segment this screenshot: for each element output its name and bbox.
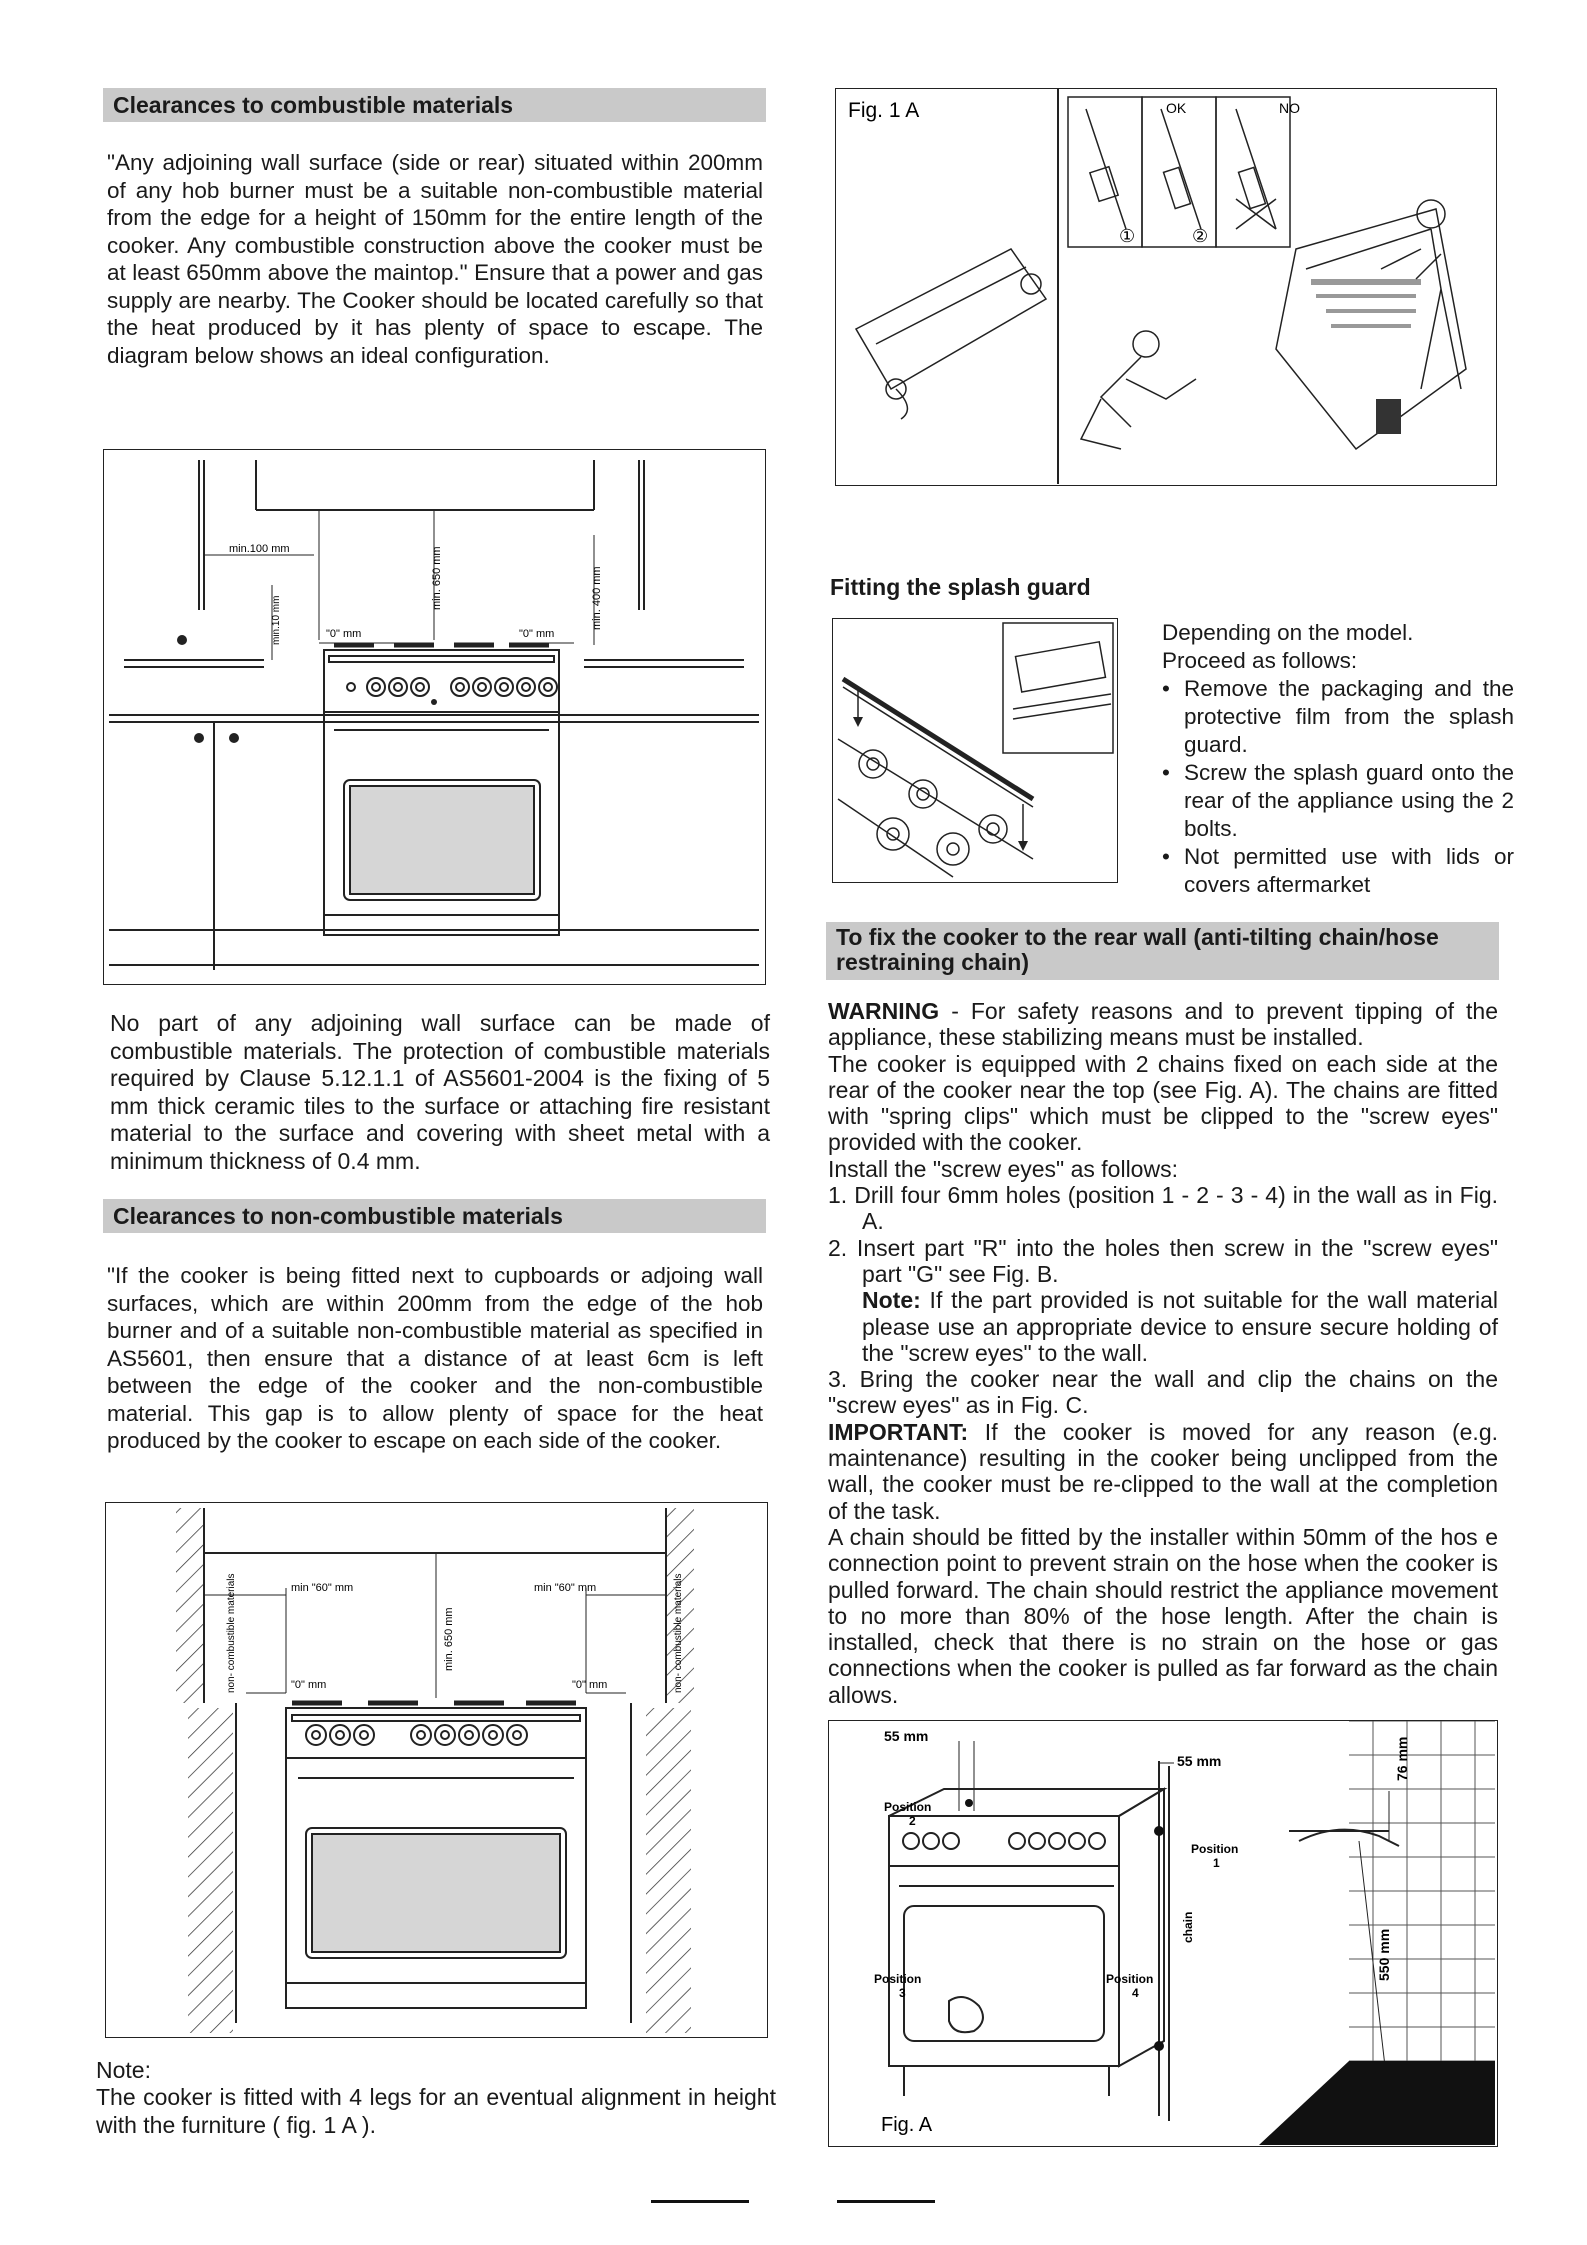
warning-label: WARNING <box>828 998 940 1024</box>
position-2-label: Position <box>884 1800 932 1814</box>
noncombustible-heading: Clearances to non-combustible materials <box>103 1199 766 1233</box>
zero-left-label: "0" mm <box>326 628 362 640</box>
fix-heading: To fix the cooker to the rear wall (anti-tilting chain/hose restraining chain) <box>826 922 1499 980</box>
min60-left-label: min "60" mm <box>291 1582 354 1594</box>
splash-step: • Not permitted use with lids or covers aftermarket <box>1160 843 1514 899</box>
fig-a <box>828 1720 1498 2147</box>
position-4-label: Position <box>1106 1972 1154 1986</box>
fix-p3: A chain should be fitted by the installer within 50mm of the hos e connection point to prevent strain on the hose when the cooker is pulled forward. The chain should restrict the appliance movement to no more than 80% of the hose length. After the chain is installed, check that there is no strain on the hose or gas connections when the cooker is pulled as far forward as the chain allows. <box>828 1523 1498 1708</box>
fix-step-2: 2. Insert part "R" into the holes then screw in the "screw eyes" part "G" see Fig. B. <box>828 1234 1498 1287</box>
splash-steps <box>1160 675 1514 899</box>
fig-1a <box>835 88 1497 486</box>
dim-55-wall: 55 mm <box>1177 1753 1222 1769</box>
min60-right-label: min "60" mm <box>534 1582 597 1594</box>
min400-label: min. 400 mm <box>591 566 603 630</box>
splash-heading: Fitting the splash guard <box>830 574 1091 600</box>
fix-step-3: 3. Bring the cooker near the wall and clip the chains on the "screw eyes" as in Fig. C. <box>828 1366 1498 1419</box>
fig-a-caption: Fig. A <box>881 2114 933 2136</box>
fix-step-1: 1. Drill four 6mm holes (position 1 - 2 - 3 - 4) in the wall as in Fig. A. <box>828 1182 1498 1235</box>
zero-right-label: "0" mm <box>519 628 555 640</box>
note-text: The cooker is fitted with 4 legs for an eventual alignment in height with the furniture ( fig. 1 A ). <box>96 2084 776 2138</box>
fix-p2: Install the "screw eyes" as follows: <box>828 1155 1178 1182</box>
combustible-heading: Clearances to combustible materials <box>103 88 766 122</box>
combustible-paragraph-2: No part of any adjoining wall surface can be made of combustible materials. The protection of combustible materials required by Clause 5.12.1.1 of AS5601-2004 is the fixing of 5 mm thick ceramic tiles to the surface or attaching fire resistant material to the surface and covering with sheet metal with a minimum thickness of 0.4 mm. <box>110 1010 770 1174</box>
splash-intro-1: Depending on the model. <box>1162 620 1414 645</box>
note-label: Note: <box>862 1287 921 1314</box>
combustible-clearance-figure <box>103 449 766 985</box>
splash-intro-2: Proceed as follows: <box>1162 648 1358 673</box>
note-title: Note: <box>96 2057 151 2083</box>
position-1-num: 1 <box>1213 1856 1220 1870</box>
min650-label: min. 650 mm <box>443 1607 455 1671</box>
note-text: If the part provided is not suitable for the wall material please use an appropriate device to ensure secure holding of the "screw eyes" to the wall. <box>862 1287 1498 1366</box>
ok-label: OK <box>1166 100 1187 116</box>
splash-step: • Screw the splash guard onto the rear of the appliance using the 2 bolts. <box>1160 759 1514 843</box>
footer-line-left <box>651 2200 749 2203</box>
zero-right-label: "0" mm <box>572 1679 608 1691</box>
noncombustible-paragraph: "If the cooker is being fitted next to cupboards or adjoing wall surfaces, which are within 200mm from the edge of the hob burner and of a suitable non-combustible material as specified in AS5601, then ensure that a distance of at least 6cm is left between the edge of the cooker and the non-combustible material. This gap is to allow plenty of space for the heat produced by the cooker to escape on each side of the cooker. <box>107 1263 763 1453</box>
position-4-num: 4 <box>1132 1986 1139 2000</box>
footer-line-right <box>837 2200 935 2203</box>
step1-label: ① <box>1119 226 1136 247</box>
dim-550: 550 mm <box>1376 1928 1392 1981</box>
position-1-label: Position <box>1191 1842 1239 1856</box>
chain-label: chain <box>1181 1911 1195 1943</box>
splash-step: • Remove the packaging and the protective film from the splash guard. <box>1160 675 1514 759</box>
dim-76: 76 mm <box>1394 1736 1410 1781</box>
important-label: IMPORTANT: <box>828 1418 969 1445</box>
min10-label: min.10 mm <box>271 595 282 645</box>
position-2-num: 2 <box>909 1814 916 1828</box>
no-label: NO <box>1279 100 1300 116</box>
position-3-num: 3 <box>899 1986 906 2000</box>
zero-left-label: "0" mm <box>291 1679 327 1691</box>
warning-text: - For safety reasons and to prevent tipping of the appliance, these stabilizing means must be installed. <box>828 998 1498 1051</box>
min100-label: min.100 mm <box>229 543 290 555</box>
fig1a-caption: Fig. 1 A <box>848 99 920 122</box>
side-right-label: non- combustible materials <box>673 1573 684 1693</box>
side-left-label: non- combustible materials <box>226 1573 237 1693</box>
position-3-label: Position <box>874 1972 922 1986</box>
min650-label: min. 650 mm <box>431 546 443 610</box>
important-text: If the cooker is moved for any reason (e.g. maintenance) resulting in the cooker being unclipped from the wall, the cooker must be re-clipped to the wall at the completion of the task. <box>828 1418 1498 1524</box>
dim-55-top: 55 mm <box>884 1728 929 1744</box>
noncombustible-clearance-figure <box>105 1502 768 2038</box>
fix-instructions <box>828 998 1498 1708</box>
splash-guard-figure <box>832 618 1118 883</box>
step2-label: ② <box>1192 226 1209 247</box>
fix-p1: The cooker is equipped with 2 chains fixed on each side at the rear of the cooker near the top (see Fig. A). The chains are fitted with "spring clips" which must be clipped to the "screw eyes" provided with the cooker. <box>828 1050 1498 1156</box>
combustible-paragraph: "Any adjoining wall surface (side or rear) situated within 200mm of any hob burner must be a suitable non-combustible material from the edge for a height of 150mm for the entire length of the cooker. Any combustible construction above the cooker must be at least 650mm above the maintop." Ensure that a power and gas supply are nearby. The Cooker should be located carefully so that the heat produced by it has plenty of space to escape. The diagram below shows an ideal configuration. <box>107 150 763 368</box>
